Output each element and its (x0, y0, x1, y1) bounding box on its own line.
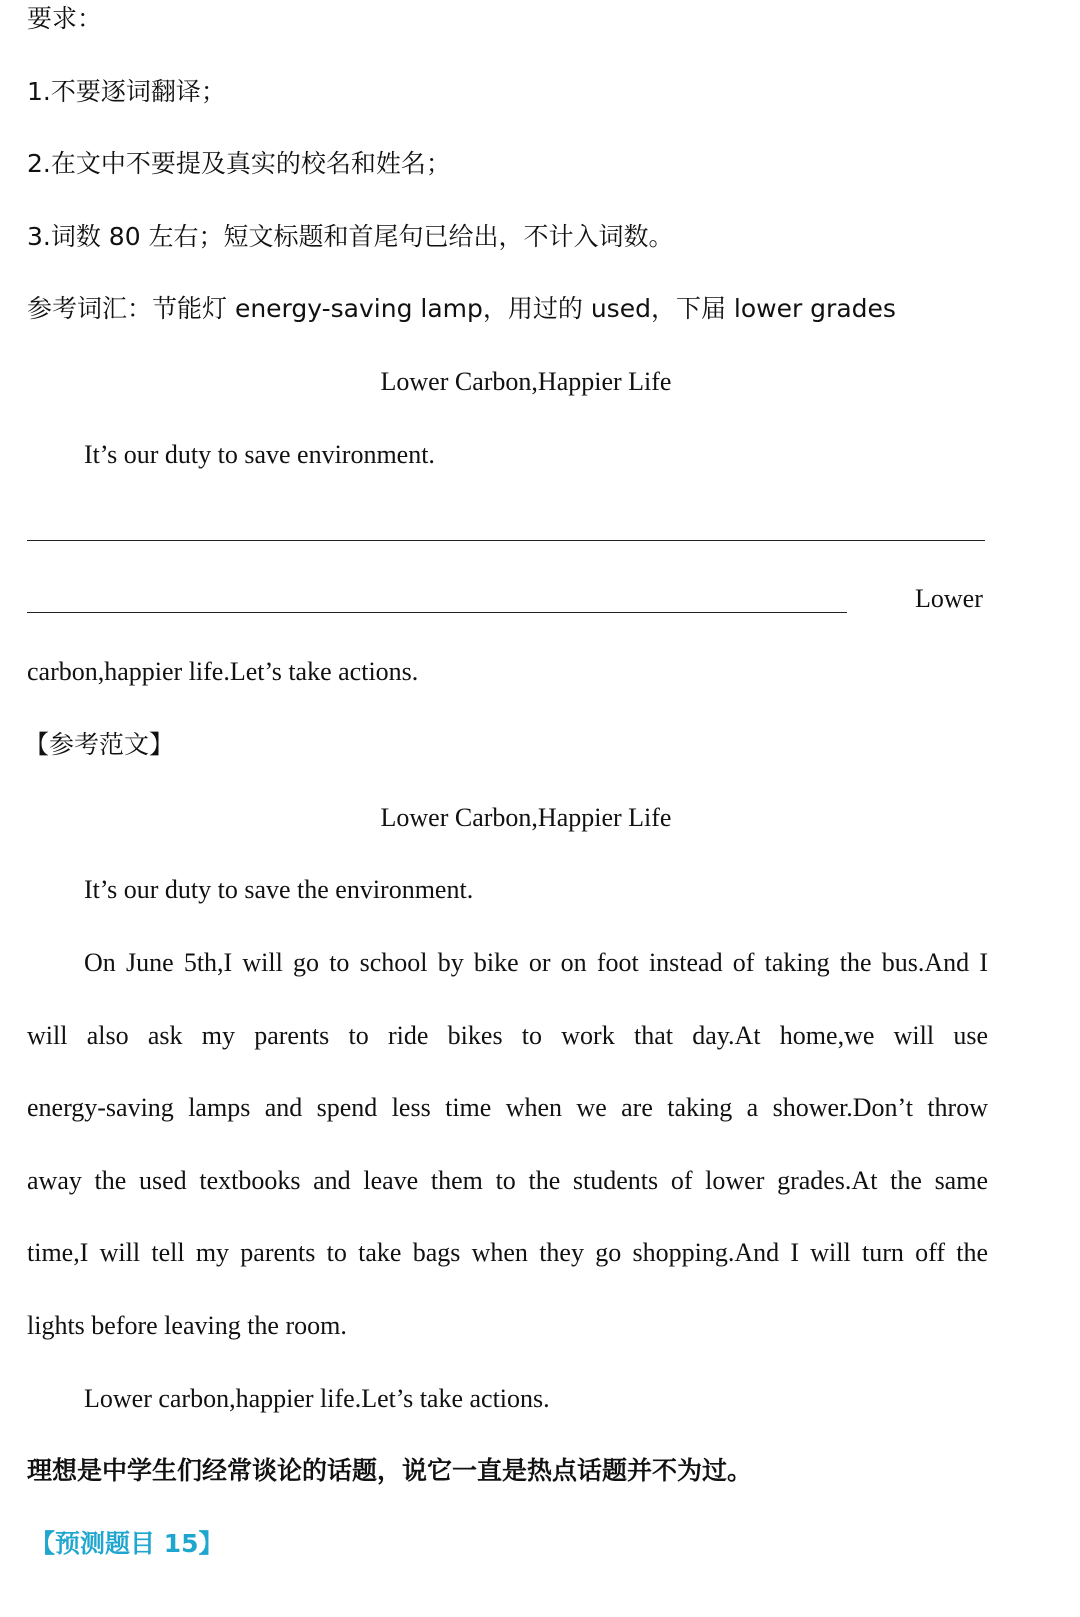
sample-closing-sentence: Lower carbon,happier life.Let’s take actions. (84, 1384, 550, 1413)
requirement-item-1: 1.不要逐词翻译； (27, 77, 226, 106)
requirement-item-2: 2.在文中不要提及真实的校名和姓名； (27, 149, 451, 178)
sample-essay-title: Lower Carbon,Happier Life (380, 803, 672, 832)
sample-body-line: On June 5th,I will go to school by bike or on foot instead of taking the bus.And I (84, 948, 988, 977)
requirement-item-3: 3.词数 80 左右；短文标题和首尾句已给出，不计入词数。 (27, 222, 674, 251)
sample-body-line: lights before leaving the room. (27, 1311, 347, 1340)
sample-essay-heading: 【参考范文】 (24, 730, 175, 759)
next-question-heading: 【预测题目 15】 (30, 1529, 224, 1558)
sample-opening-sentence: It’s our duty to save the environment. (84, 875, 474, 904)
essay-opening-sentence: It’s our duty to save environment. (84, 440, 435, 469)
sample-body-line: away the used textbooks and leave them to the students of lower grades.At the same (27, 1166, 988, 1195)
essay-title: Lower Carbon,Happier Life (380, 367, 672, 396)
writing-blank-line-1 (27, 540, 985, 541)
reference-vocabulary: 参考词汇：节能灯 energy-saving lamp，用过的 used，下届 lower grades (27, 294, 896, 323)
requirements-heading: 要求： (27, 4, 103, 33)
writing-blank-line-2 (27, 612, 847, 613)
essay-closing-start: Lower (915, 584, 983, 613)
sample-body-line: time,I will tell my parents to take bags when they go shopping.And I will turn off the (27, 1238, 988, 1267)
essay-closing-rest: carbon,happier life.Let’s take actions. (27, 657, 419, 686)
commentary-text: 理想是中学生们经常谈论的话题，说它一直是热点话题并不为过。 (27, 1456, 753, 1485)
sample-body-line: energy-saving lamps and spend less time when we are taking a shower.Don’t throw (27, 1093, 988, 1122)
sample-body-line: will also ask my parents to ride bikes to work that day.At home,we will use (27, 1021, 988, 1050)
